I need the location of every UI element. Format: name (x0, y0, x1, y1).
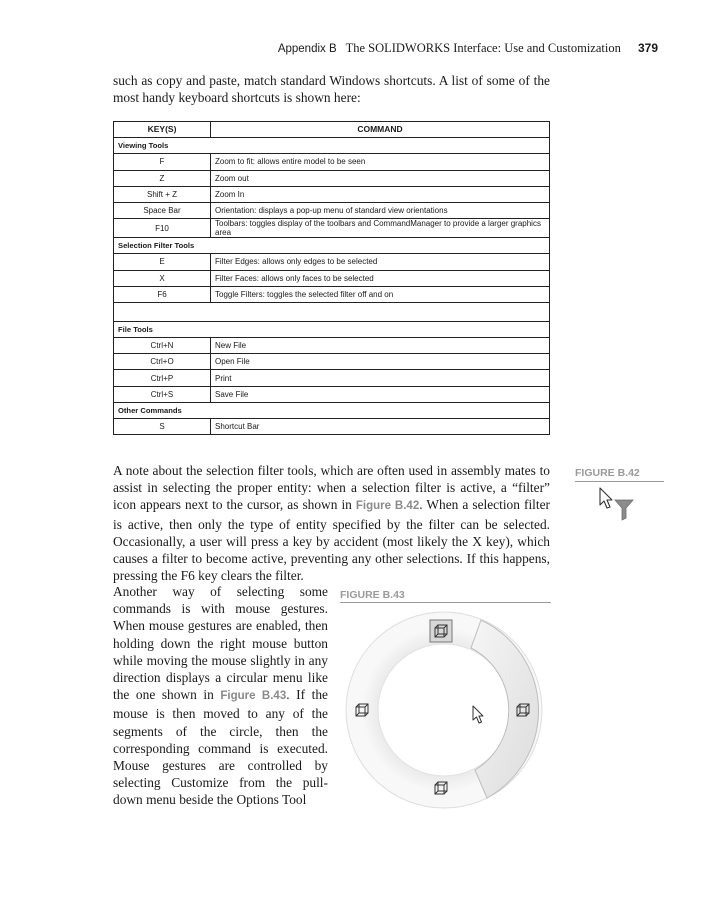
key-cell: Z (114, 170, 211, 186)
table-row (114, 419, 550, 435)
header-title: The SOLIDWORKS Interface: Use and Customization (345, 41, 621, 55)
command-cell: Filter Edges: allows only edges to be selected (211, 254, 550, 270)
key-cell: F (114, 154, 211, 170)
key-cell: X (114, 270, 211, 286)
para2-text-b: . If the mouse is then moved to any of the segments of the circle, then the corresponding command is executed. Mouse gestures are controlled by selecting Customize from the pull-down menu beside the Options Tool (113, 687, 329, 808)
key-cell: Ctrl+N (114, 338, 211, 354)
command-cell: Save File (211, 386, 550, 402)
table-row (114, 386, 550, 402)
key-cell: S (114, 419, 211, 435)
figure-b43-rule (340, 602, 551, 603)
table-row (114, 254, 550, 270)
arrow-cursor-icon (600, 488, 612, 508)
table-row (114, 338, 550, 354)
keys-column-header: KEY(S) (114, 122, 211, 138)
selection-filter-paragraph (113, 462, 550, 584)
command-cell: Filter Faces: allows only faces to be selected (211, 270, 550, 286)
figure-b43-reference[interactable]: Figure B.43 (220, 690, 287, 703)
command-cell: Zoom out (211, 170, 550, 186)
command-cell: Zoom to fit: allows entire model to be seen (211, 154, 550, 170)
command-cell: Print (211, 370, 550, 386)
key-cell: Ctrl+P (114, 370, 211, 386)
figure-b42-rule (575, 481, 664, 482)
table-row (114, 154, 550, 170)
intro-paragraph: such as copy and paste, match standard Windows shortcuts. A list of some of the most handy keyboard shortcuts is shown here: (113, 73, 550, 106)
shortcut-table (113, 121, 550, 435)
section-viewing-tools: Viewing Tools (114, 138, 550, 154)
page-number: 379 (637, 41, 658, 55)
command-cell: Toolbars: toggles display of the toolbars and CommandManager to provide a larger graphics area (211, 219, 550, 238)
empty-row (114, 302, 550, 321)
table-row (114, 202, 550, 218)
funnel-filter-icon (615, 500, 633, 520)
table-row (114, 186, 550, 202)
command-cell: Open File (211, 354, 550, 370)
section-file-tools: File Tools (114, 321, 550, 337)
key-cell: Ctrl+S (114, 386, 211, 402)
key-cell: F10 (114, 219, 211, 238)
key-cell: E (114, 254, 211, 270)
figure-b42-label: FIGURE B.42 (575, 467, 640, 479)
table-header-row (114, 122, 550, 138)
table-row (114, 286, 550, 302)
key-cell: Shift + Z (114, 186, 211, 202)
table-row (114, 170, 550, 186)
command-cell: Toggle Filters: toggles the selected filter off and on (211, 286, 550, 302)
mouse-gesture-ring (344, 610, 554, 810)
appendix-label: Appendix B (277, 43, 337, 55)
command-column-header: COMMAND (211, 122, 550, 138)
command-cell: Orientation: displays a pop-up menu of standard view orientations (211, 202, 550, 218)
gesture-top-highlight[interactable] (430, 620, 452, 642)
key-cell: Space Bar (114, 202, 211, 218)
mouse-gestures-paragraph (113, 583, 328, 809)
section-selection-filter-tools: Selection Filter Tools (114, 238, 550, 254)
figure-b42-graphic (596, 486, 638, 522)
table-row (114, 270, 550, 286)
figure-b43-label: FIGURE B.43 (340, 589, 405, 601)
key-cell: Ctrl+O (114, 354, 211, 370)
command-cell: New File (211, 338, 550, 354)
gesture-ring-inner-edge (378, 644, 510, 776)
figure-b42-reference[interactable]: Figure B.42 (355, 500, 420, 513)
section-other-commands: Other Commands (114, 402, 550, 418)
para2-text-a: Another way of selecting some commands is with mouse gestures. When mouse gestures are enabled, then holding down the right mouse button while moving the mouse slightly in any direction displays a circular menu like the one shown in (113, 584, 328, 703)
command-cell: Zoom In (211, 186, 550, 202)
table-row (114, 219, 550, 238)
para1-text-b: . When a selection filter is active, then only the type of entity specified by the filter can be selected. Occasionally, a user will press a key by accident (most likely the X key), which causes a filter to become active, preventing any other selections. If this happens, pressing the F6 key clears the filter. (113, 497, 551, 584)
para1-text-a: A note about the selection filter tools, which are often used in assembly mates to assist in selecting the proper entity: when a selection filter is active, a “filter” icon appears next to the cursor, as shown in (113, 463, 550, 513)
key-cell: F6 (114, 286, 211, 302)
table-row (114, 354, 550, 370)
table-row (114, 370, 550, 386)
command-cell: Shortcut Bar (211, 419, 550, 435)
running-header (0, 41, 658, 56)
